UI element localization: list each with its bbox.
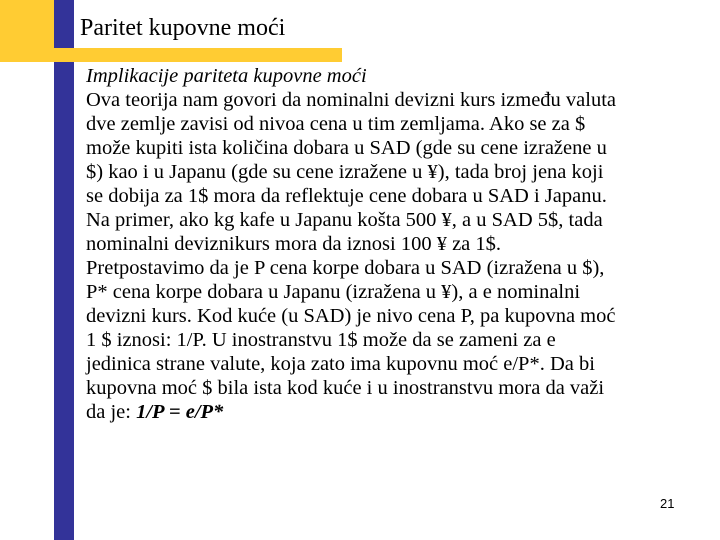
body-line-11: 1 $ iznosi: 1/P. U inostranstvu 1$ može da se zameni za e [86, 329, 556, 351]
body-line-7: nominalni deviznikurs mora da iznosi 100 ¥ za 1$. [86, 233, 502, 255]
body-line-13: kupovna moć $ bila ista kod kuće i u inostranstvu mora da važi [86, 377, 605, 399]
slide-title: Paritet kupovne moći [80, 15, 286, 41]
body-line-5: se dobija za 1$ mora da reflektuje cene dobara u SAD i Japanu. [86, 185, 607, 207]
body-line-6: Na primer, ako kg kafe u Japanu košta 500 ¥, a u SAD 5$, tada [86, 209, 603, 231]
body-line-8: Pretpostavimo da je P cena korpe dobara u SAD (izražena u $), [86, 257, 605, 279]
body-line-4: $) kao i u Japanu (gde su cene izražene u ¥), tada broj jena koji [86, 161, 604, 183]
final-line-prefix: da je: [86, 401, 137, 423]
body-line-1: Ova teorija nam govori da nominalni devizni kurs između valuta [86, 89, 617, 111]
body-line-2: dve zemlje zavisi od nivoa cena u tim zemljama. Ako se za $ [86, 113, 586, 135]
body-line-12: jedinica strane valute, koja zato ima kupovnu moć e/P*. Da bi [86, 353, 595, 375]
body-line-9: P* cena korpe dobara u Japanu (izražena u ¥), a e nominalni [86, 281, 581, 303]
page-number: 21 [660, 496, 675, 511]
decor-yellow-block [0, 0, 54, 48]
body-line-final [86, 400, 711, 424]
decor-blue-bar [54, 0, 74, 540]
slide-content [86, 64, 711, 424]
body-line-10: devizni kurs. Kod kuće (u SAD) je nivo cena P, pa kupovna moć [86, 305, 616, 327]
section-heading: Implikacije pariteta kupovne moći [86, 65, 367, 87]
decor-yellow-underline [0, 48, 342, 62]
ppp-formula: 1/P = e/P* [136, 401, 224, 423]
body-line-3: može kupiti ista količina dobara u SAD (gde su cene izražene u [86, 137, 607, 159]
